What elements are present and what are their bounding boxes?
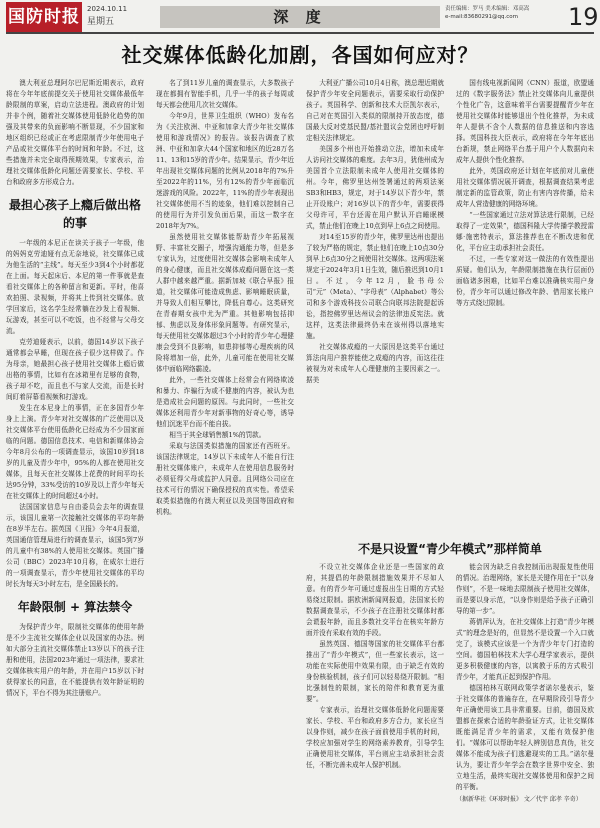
body-paragraph: 专家表示，治理社交媒体低龄化问题需要家长、学校、平台和政府多方合力，家长应当以身作则，减少在孩子面前使用手机的时间，学校应加强对学生的网络素养教育，引导学生正确使用社交媒体，平台则应主动承担社会责任，不断完善未成年人保护机制。 xyxy=(306,706,444,769)
article-column-3-lower xyxy=(306,562,444,824)
article-headline: 社交媒体低龄化加剧，各国如何应对？ xyxy=(121,43,479,67)
issue-weekday: 星期五 xyxy=(87,17,115,27)
body-paragraph: 相当于其全球销售额1%的罚款。 xyxy=(169,431,266,439)
page-number: 19 xyxy=(568,3,599,31)
body-paragraph: 虽然使用社交媒体能帮助青少年拓展视野、丰富社交圈子，增强沟通能力等，但是多专家认为，过度使用社交媒体会影响未成年人的身心健康，而且社交媒体成瘾问题在这一类人群中越来越严重。据新加坡《联合早报》报道，社交媒体可能造成焦虑、影响睡眠质量，并导致人们相互攀比，降低自尊心。这类研究在青春期女孩中尤为严重。其他影响包括抑郁、焦虑以及身体形象问题等。有研究显示，每天使用社交媒体超过3个小时的青少年心理健康会受到不良影响，如患抑郁等心理疾病的风险将增加一倍，此外，儿童可能在使用社交媒体中面临网络霸凌。 xyxy=(156,233,294,373)
body-paragraph: 大利亚广播公司10月4日称，澳总理近期就保护青少年安全问题表示，需要采取行动保护孩子。英国科学、创新和技术大臣凯尔表示，自己对在英国引入类似的限制持开放态度，德国最大反对党基民盟/基社盟议会党团也呼吁制定相关法律规定。 xyxy=(306,79,444,142)
article-column-4-lower xyxy=(456,562,594,824)
intro-paragraph: 澳大利亚总理阿尔巴尼斯近期表示，政府将在今年年底前提交关于使用社交媒体最低年龄限制的草案，启动立法进程。澳政府的计划并非个例，随着社交媒体使用低龄化趋势的加强及其带来的负面影响不断显现，不少国家和地区组织已经或正在考虑限制青少年使用电子产品或社交媒体平台的时间和年龄。不过，这些措施并未完全取得预期效果，专家表示，治理社交媒体低龄化问题还需要家长、学校、平台和政府多方形成合力。 xyxy=(6,79,144,186)
body-paragraph: 发生在本尼身上的事情，正在多国青少年身上上演。青少年对社交媒体的广泛使用以及社交媒体平台使用低龄化已经成为不少国家面临的问题。德国信息技术、电信和新媒体协会今年8月公布的一项调查显示，该国10岁到18岁的儿童及青少年中，95%的人都在使用社交媒体，且每天在社交媒体上花费的时间平均长达95分钟，33%受访的10岁及以上青少年每天在社交媒体上的时间超过4小时。 xyxy=(6,404,144,500)
body-paragraph: 为保护青少年，限制社交媒体的使用年龄是不少主流社交媒体企业以及国家的办法。例如大部分主流社交媒体禁止13岁以下的孩子注册和使用，法国2023年通过一项法律，要求社交媒体核实用户的年龄，并在用户15岁以下时获得家长的同意，在不能提供有效年龄证明的情况下，平台不得为其注册账户。 xyxy=(6,623,144,697)
body-paragraph: 虽然英国、德国等国家的社交媒体平台都推出了“青少年模式”，但一些家长表示，这一功能在实际使用中效果有限，由于缺乏有效的身份核验机制，孩子们可以轻易绕开限制。“相比强制性的限制，家长的陪伴和教育更为重要”。 xyxy=(306,640,444,703)
section-heading-1: 最担心孩子上瘾后做出格的事 xyxy=(8,198,141,230)
body-paragraph: 克劳迪娅表示，以前，德国14岁以下孩子通常都会早睡，但现在孩子很少这样做了。作为母亲，她最担心孩子使用社交媒体上瘾后做出格的事情，比如有在冰箱里有足够的食物，孩子却不吃，而且也不与家人交流，而是长时间盯着屏幕看视频和打游戏。 xyxy=(6,338,144,401)
body-paragraph: 能会因为缺乏自我控制而出现报复性使用的情况。治理网络，家长是关键作用在于“以身作则”，不是一味地去限制孩子使用社交媒体，而是要以身示范，“以身作则是给予孩子正确引导的第一步”。 xyxy=(456,563,594,615)
body-paragraph: 不过，一些专家对这一做法的有效性提出质疑。他们认为，年龄限制措施在执行层面仍面临诸多困难，比如平台难以准确核实用户身份，青少年可以通过修改年龄、借用家长账户等方式绕过限制。 xyxy=(456,255,594,307)
article-column-1 xyxy=(6,78,144,824)
body-paragraph: 蒋倩萍认为，在社交媒体上打造“青少年模式”的理念是好的，但显然不是设置一个入口就完了，该模式应该是一个为青少年专门打造的空间。德国柏林技术大学心理学家表示，提供更多积极健康的内容，以寓教于乐的方式吸引青少年，才能真正起到保护作用。 xyxy=(456,618,594,681)
article-body xyxy=(6,78,594,824)
body-paragraph: 法国国家信息与自由委员会去年的调查显示，该国儿童第一次接触社交媒体的平均年龄在8岁半左右。据英国《卫报》今年4月报道，英国通信管理局进行的调查显示，该国5到7岁的儿童中有38%的人使用社交媒体。英国广播公司（BBC）2023年10月称，在威尔士进行的一项调查显示，青少年使用社交媒体的平均时长为每天3小时左右，是全国最长的。 xyxy=(6,503,144,588)
editor-email: e-mail:83680291@qq.com xyxy=(445,14,518,20)
editor-line: 责任编辑：罗马 美术编辑：邓高嵩 xyxy=(445,6,530,12)
body-paragraph: 采取与法国类似措施的国家还有西班牙。该国法律规定，14岁以下未成年人不能自行注册社交媒体账户，未成年人在使用信息服务时必须征得父母或监护人同意。且网络公司应在技术可行的情况下确保授权的真实性。希望采取类似措施的有澳大利亚以及美国等国政府和机构。 xyxy=(156,442,294,516)
header-divider xyxy=(6,32,594,34)
article-column-2 xyxy=(156,78,294,824)
body-paragraph: 此外，英国政府还计划在年底前对儿童使用社交媒体情况展开调查，根据调查结果考虑制定新的监管政策，防止有害内容传播，给未成年人营造健康的网络环境。 xyxy=(456,167,594,208)
body-paragraph: “一些国家通过立法对算法进行限制，已经取得了一定效果”，德国科隆大学传播学教授雷娜·施密特表示，算法推荐也在不断改进和优化，平台应主动承担社会责任。 xyxy=(456,211,594,252)
body-paragraph: 对14至15岁的青少年，佛罗里达州也提出了较为严格的规定，禁止他们在晚上10点30分到早上6点30分之间使用社交媒体。这两项法案规定于2024年3月1日生效，随后推迟到10月1日。不过，今年12月，脸书母公司“元”（Meta）、“字母表”（Alphabet）等公司和多个游戏科技公司联合向联邦法院提起诉讼，指控佛罗里达州议会的法律违反宪法。就这样，这类法律最终仍未在该州得以落地实施。 xyxy=(306,233,444,340)
issue-date: 2024.10.11 xyxy=(87,5,128,13)
body-paragraph: 德国柏林互联网政策学者诺尔曼表示，鉴于社交媒体的普遍存在，在早期阶段引导青少年正确使用该工具非常重要。目前，德国及欧盟都在探索合适的年龄验证方式，让社交媒体既能满足青少年的需求，又能有效保护他们。“媒体可以帮助年轻人辨别信息真伪，社交媒体不能成为孩子们逃避现实的工具。”诺尔曼认为，要让青少年学会在数字世界中安全、独立地生活，最终实现社交媒体使用和保护之间的平衡。 xyxy=(456,684,594,791)
body-paragraph: 名了到11岁儿童的调查显示，大多数孩子现在都拥有智能手机，几乎一半的孩子每周或每天都会使用几次社交媒体。 xyxy=(156,79,294,109)
body-paragraph: 此外，一些社交媒体上经常会有网络欺凌和暴力、诈骗行为或不健康的内容，被认为也是造成社会问题的原因。与此同时，一些社交媒体还利用青少年对新事物的好奇心等，诱导他们沉迷平台而不能自拔。 xyxy=(156,376,294,428)
section-title: 深 度 xyxy=(273,8,327,26)
section-heading-2: 年龄限制 + 算法禁令 xyxy=(17,600,133,614)
editor-credits xyxy=(445,5,567,21)
page-header xyxy=(0,0,600,36)
body-paragraph: 不设立社交媒体企业还是一些国家的政府，其提倡的年龄限制措施效果并不尽如人意。有的青少年可通过虚报出生日期的方式轻易绕过限制。据欧洲新闻网报道，法国家长的数据调查显示，不少孩子在注册社交媒体时都会谎报年龄，而且多数社交平台在核实年龄方面并没有采取有效的手段。 xyxy=(306,563,444,637)
body-paragraph: 社交媒体成瘾的一大原因是这类平台通过算法向用户推荐能使之成瘾的内容，而这往往被视为对未成年人心理健康的主要因素之一。据美 xyxy=(306,343,444,384)
section-heading-3: 不是只设置“青少年模式”那样简单 xyxy=(358,542,542,556)
section-band xyxy=(160,6,440,28)
article-byline: （据新华社《环球时报》 文／代宇 邱孝 辛奇） xyxy=(456,796,582,803)
body-paragraph: 国有线电视新闻网（CNN）报道，欧盟通过的《数字服务法》禁止社交媒体向儿童提供个性化广告，这意味着平台需要提醒青少年在使用社交媒体时能够退出个性化推荐，为未成年人提供不含个人数据的信息推送和内容选择。英国科技大臣表示，政府将在今年年底出台新规，禁止网络平台基于用户个人数据向未成年人提供个性化推荐。 xyxy=(456,79,594,164)
body-paragraph: 美国多个州也开始推动立法，增加未成年人访问社交媒体的难度。去年3月，犹他州成为美国首个立法限制未成年人使用社交媒体的州。今年，佛罗里达州签署通过的两项法案SB3和HB3，规定，对于14岁以下青少年，禁止开设账户；对16岁以下的青少年，需要获得父母许可，平台还需在用户默认开启睡眠模式，禁止他们在晚上10点到早上6点之间使用。 xyxy=(306,145,444,230)
body-paragraph: 一年级的本尼正在读关于孩子一年级，他的妈妈克劳迪娅有点无奈地说，社交媒体已成为他生活的“主线”。每天至少3到4个小时都花在上面。每天起床后、本尼的第一件事就是查看社交媒体上的各种留言和更新。平时，他喜欢拍照、录视频，并将其上传到社交媒体。放学回家后，这名学生经常躺在沙发上看视频、玩游戏，甚至可以不吃饭，也不经常与父母交流。 xyxy=(6,239,144,335)
body-paragraph: 今年9月，世界卫生组织（WHO）发布名为《关注欧洲、中亚和加拿大青少年社交媒体使用和游戏情况》的报告。该报告调查了欧洲、中亚和加拿大44个国家和地区的近28万名11、13和15岁的青少年。结果显示，青少年近年出现社交媒体问题的比例从2018年的7%升至2022年的11%，另有12%的青少年面临沉迷游戏的风险。2022年，11%的青少年表现出社交媒体使用不当的迹象，他们难以控制自己的使用行为并引发负面后果，而这一数字在2018年为7%。 xyxy=(156,112,294,230)
section-heading-3-wrap xyxy=(306,532,594,564)
newspaper-logo: 国防时报 xyxy=(6,2,82,32)
